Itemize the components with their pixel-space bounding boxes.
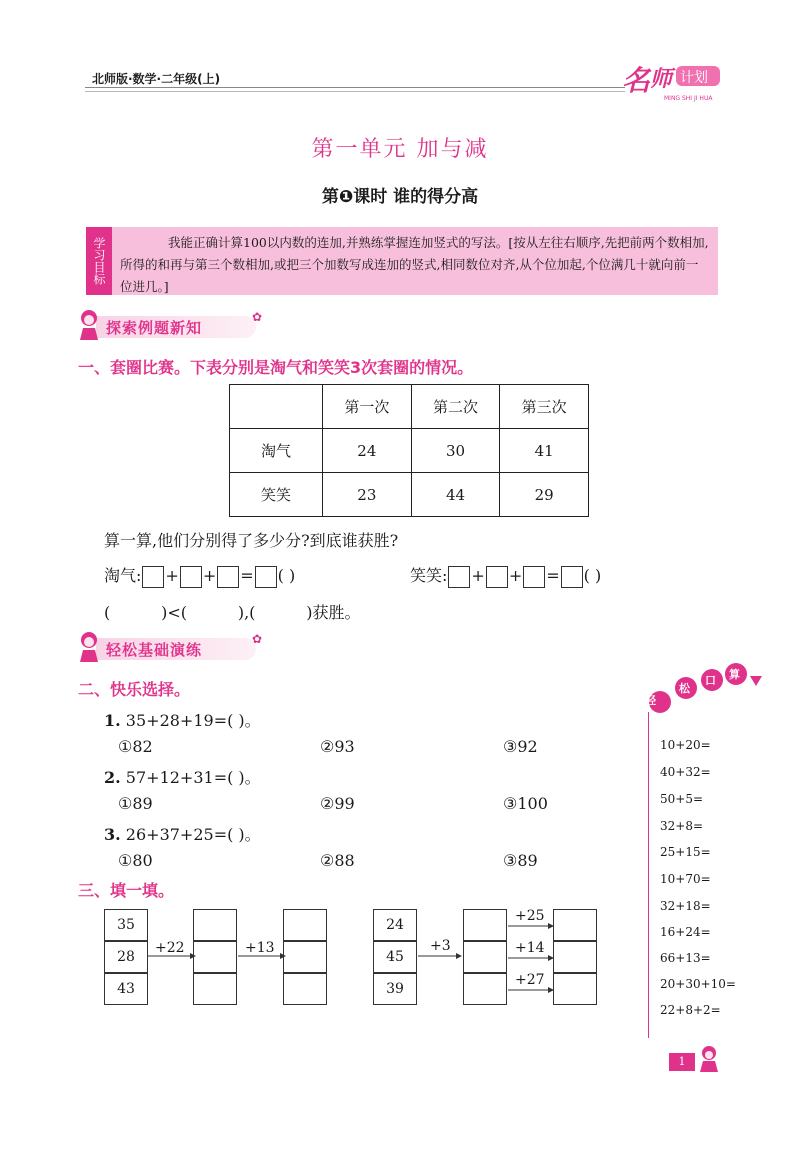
unit-title: 第一单元 加与减 — [311, 137, 489, 162]
mental-math-item[interactable]: 40+32= — [660, 765, 711, 779]
operation-label: +22 — [155, 940, 185, 956]
answer-cell[interactable] — [463, 973, 507, 1005]
table-row — [230, 473, 589, 517]
header-rule-thin — [85, 91, 625, 92]
section-title: 探索例题新知 — [106, 319, 203, 337]
mental-math-item[interactable]: 25+15= — [660, 845, 711, 859]
option-2[interactable]: ②99 — [320, 794, 355, 813]
expression: 35+28+19=( )。 — [125, 711, 261, 730]
table-cell: 44 — [411, 473, 500, 517]
answer-cell[interactable] — [463, 909, 507, 941]
question-3-heading: 三、填一填。 — [78, 881, 175, 900]
choice-question — [104, 708, 261, 731]
answer-box[interactable] — [523, 566, 545, 588]
option-3[interactable]: ③92 — [503, 737, 538, 756]
mental-math-item[interactable]: 22+8+2= — [660, 1003, 721, 1017]
question-2-heading: 二、快乐选择。 — [78, 680, 191, 699]
expression: 26+37+25=( )。 — [125, 825, 261, 844]
question-number: 1. — [104, 711, 121, 730]
svg-text:师: 师 — [650, 66, 673, 92]
answer-cell[interactable] — [283, 941, 327, 973]
mental-math-item[interactable]: 50+5= — [660, 792, 704, 806]
lesson-title: 第❶课时 谁的得分高 — [321, 187, 479, 207]
answer-cell[interactable] — [193, 941, 237, 973]
brand-logo — [620, 56, 730, 106]
choice-question — [104, 822, 261, 845]
question-number: 3. — [104, 825, 121, 844]
input-cell: 45 — [373, 941, 417, 973]
taoqi-label: 淘气: — [104, 566, 142, 585]
choice-question — [104, 765, 261, 788]
answer-box[interactable] — [142, 566, 164, 588]
option-2[interactable]: ②93 — [320, 737, 355, 756]
expression: 57+12+31=( )。 — [125, 768, 261, 787]
input-cell: 43 — [104, 973, 148, 1005]
answer-box[interactable] — [217, 566, 239, 588]
mental-math-item[interactable]: 10+70= — [660, 872, 711, 886]
row-label: 笑笑 — [230, 473, 323, 517]
table-cell: 24 — [323, 429, 412, 473]
mental-math-item[interactable]: 66+13= — [660, 951, 711, 965]
plus-sign: + — [165, 566, 179, 585]
mental-math-item[interactable]: 32+8= — [660, 819, 704, 833]
operation-label: +27 — [515, 972, 545, 988]
question-number: 2. — [104, 768, 121, 787]
table-header-cell: 第三次 — [500, 385, 589, 429]
learning-goal-text: 我能正确计算100以内数的连加,并熟练掌握连加竖式的写法。[按从左往右顺序,先把前两个数相加,所得的和再与第三个数相加,或把三个加数写成连加的竖式,相同数位对齐,从个位加起,个位满几十就向前一位进几。] — [120, 235, 709, 294]
sidebar-title: 轻 — [645, 694, 656, 707]
section-banner-practice — [76, 630, 266, 664]
answer-cell[interactable] — [283, 909, 327, 941]
sidebar-title-char: 口 — [705, 674, 716, 687]
page-number: 1 — [669, 1053, 695, 1071]
sidebar-title-char: 算 — [729, 668, 740, 681]
answer-cell[interactable] — [553, 941, 597, 973]
option-3[interactable]: ③100 — [503, 794, 548, 813]
score-table — [229, 384, 589, 517]
question-1-prompt: 算一算,他们分别得了多少分?到底谁获胜? — [104, 531, 399, 550]
girl-icon — [76, 308, 102, 342]
input-cell: 39 — [373, 973, 417, 1005]
mental-math-item[interactable]: 16+24= — [660, 925, 711, 939]
input-cell: 35 — [104, 909, 148, 941]
answer-cell[interactable] — [283, 973, 327, 1005]
mental-math-item[interactable]: 10+20= — [660, 738, 711, 752]
table-cell: 41 — [500, 429, 589, 473]
input-cell: 28 — [104, 941, 148, 973]
answer-cell[interactable] — [193, 909, 237, 941]
unit-blank[interactable]: ( ) — [583, 566, 602, 585]
svg-text:计划: 计划 — [680, 70, 708, 86]
answer-box[interactable] — [180, 566, 202, 588]
answer-cell[interactable] — [193, 973, 237, 1005]
table-cell: 29 — [500, 473, 589, 517]
answer-cell[interactable] — [553, 909, 597, 941]
option-3[interactable]: ③89 — [503, 851, 538, 870]
answer-box[interactable] — [448, 566, 470, 588]
answer-cell[interactable] — [463, 941, 507, 973]
answer-cell[interactable] — [553, 973, 597, 1005]
section-title: 轻松基础演练 — [106, 641, 203, 659]
xiaoxiao-equation — [410, 563, 601, 588]
table-header-row — [230, 385, 589, 429]
operation-label: +13 — [245, 940, 275, 956]
table-header-cell: 第一次 — [323, 385, 412, 429]
input-cell: 24 — [373, 909, 417, 941]
plus-sign: + — [508, 566, 523, 585]
answer-box[interactable] — [561, 566, 583, 588]
table-cell: 30 — [411, 429, 500, 473]
row-label: 淘气 — [230, 429, 323, 473]
table-cell — [230, 385, 323, 429]
xiaoxiao-label: 笑笑: — [410, 566, 448, 585]
section-banner-explore — [76, 308, 266, 342]
sidebar-title-char: 松 — [679, 682, 690, 695]
mental-math-item[interactable]: 32+18= — [660, 899, 711, 913]
equals-sign: = — [240, 566, 254, 585]
flower-icon: ✿ — [252, 310, 263, 324]
operation-label: +3 — [430, 938, 451, 954]
unit-blank[interactable]: ( ) — [277, 566, 296, 585]
option-1[interactable]: ①89 — [118, 794, 153, 813]
plus-sign: + — [471, 566, 485, 585]
equals-sign: = — [546, 566, 560, 585]
option-1[interactable]: ①82 — [118, 737, 153, 756]
book-series-label: 北师版·数学·二年级(上) — [92, 72, 221, 86]
table-row — [230, 429, 589, 473]
question-1-heading: 一、套圈比赛。下表分别是淘气和笑笑3次套圈的情况。 — [78, 358, 474, 377]
answer-box[interactable] — [255, 566, 277, 588]
svg-text:名: 名 — [622, 64, 651, 97]
sidebar-rule — [648, 712, 649, 1038]
table-cell: 23 — [323, 473, 412, 517]
operation-label: +14 — [515, 940, 545, 956]
table-header-cell: 第二次 — [411, 385, 500, 429]
option-2[interactable]: ②88 — [320, 851, 355, 870]
answer-box[interactable] — [486, 566, 508, 588]
plus-sign: + — [202, 566, 217, 585]
girl-icon — [76, 630, 102, 664]
mental-math-item[interactable]: 20+30+10= — [660, 977, 736, 991]
svg-text:MING SHI JI HUA: MING SHI JI HUA — [664, 95, 713, 102]
comparison-blank[interactable]: ( )<( ),( )获胜。 — [104, 603, 361, 622]
learning-goal-label: 学习目标 — [86, 227, 112, 295]
mascot-icon — [697, 1044, 721, 1074]
taoqi-equation — [104, 563, 295, 588]
operation-label: +25 — [515, 908, 545, 924]
option-1[interactable]: ①80 — [118, 851, 153, 870]
header-rule — [85, 87, 625, 88]
flower-icon: ✿ — [252, 632, 263, 646]
